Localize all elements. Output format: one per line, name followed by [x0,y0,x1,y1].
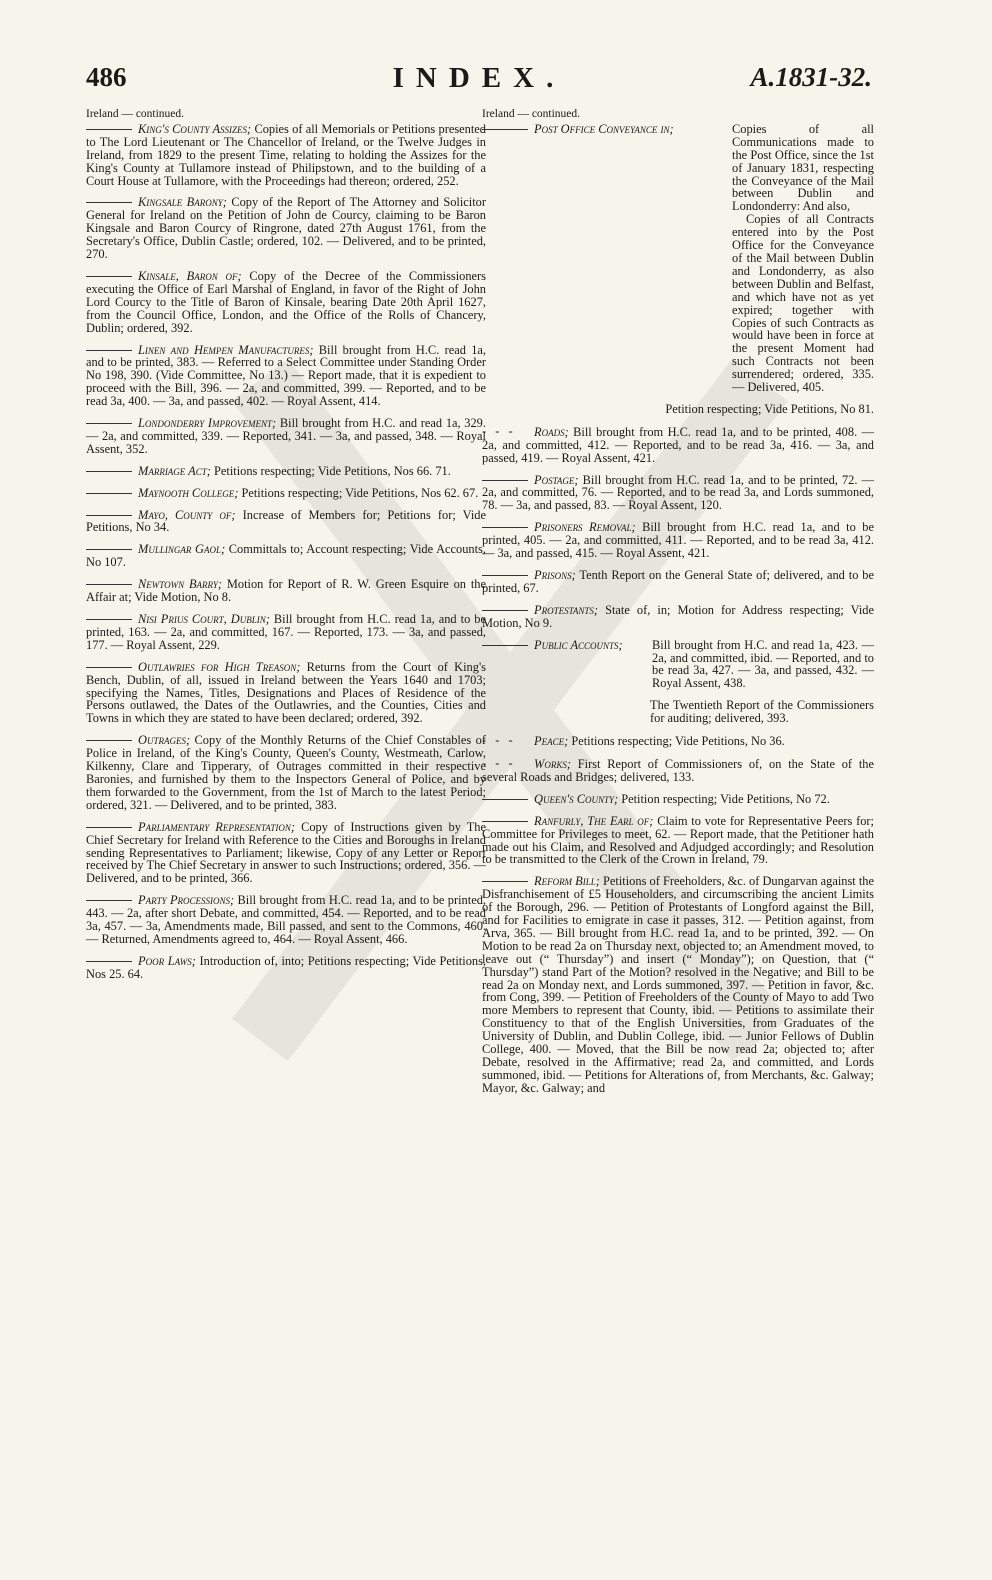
entry-text: Copy of the Decree of the Commissioners executing the Office of Earl Marshal of England, in favor of the Right of John Lord Courcy to the Title of Baron of Kinsale, bearing Date 20th April 1627, from the Council Office, London, and the Office of the Rolls of Chancery, Dublin; ordered, 392. [86,268,486,335]
entry-rule [86,471,132,472]
entry-heading: Kinsale, Baron of; [138,268,242,283]
entry-rule [482,799,528,800]
entry-text: Copies of all Memorials or Petitions presented to The Lord Lieutenant or The Chancellor of Ireland, or the Twelve Judges in Ireland, from 1829 to the present Time, relating to holding the Assizes for the King's County at Tullamore instead of Philipstown, and to the building of a Court House at Tullamore, with the Proceedings had thereon; ordered, 252. [86,121,486,188]
entry-text: Copy of Instructions given by The Chief Secretary for Ireland with Reference to the Cities and Boroughs in Ireland sending Representatives to Parliament; likewise, Copy of any Letter or Report received by The Chief Secretary in answer to such Instructions; ordered, 356. — Delivered, and to be printed, 366. [86,819,486,886]
entry-text: Bill brought from H.C. read 1a, and to be printed, 72. — 2a, and committed, 76. — Reported, and to be read 3a, and Lords summoned, 78. — 3a, and passed, 83. — Royal Assent, 120. [482,472,874,513]
entry-heading: Mayo, County of; [138,507,236,522]
right-column [482,108,874,1104]
entry-rule [86,423,132,424]
entry-dashes: - - - [482,733,516,748]
index-entry [482,569,874,595]
entry-text: Bill brought from H.C. read 1a, and to be printed, 383. — Referred to a Select Committee under Standing Order No 198, 390. (Vide Committee, No 13.) — Report made, that it is expedient to proceed with the Bill, 396. — 2a, and committed, 399. — Reported, and to be read 3a, 400. — 3a, and passed, 402. — Royal Assent, 414. [86,342,486,409]
entry-heading: King's County Assizes; [138,121,252,136]
entry-text: Petitions respecting; Vide Petitions, Nos 66. 71. [214,463,451,478]
entry-heading: Newtown Barry; [138,577,222,592]
index-entry [86,487,486,500]
entry-text: Copies of all Contracts entered into by the Post Office for the Conveyance of the Mail between Dublin and Londonderry, as also between Dublin and Belfast, and which have not as yet expired; together with Copies of such Contracts as would have been in force at the present Moment had such Contracts not been surrendered; ordered, 335. — Delivered, 405. [732,212,874,395]
page-number: 486 [86,62,127,92]
entry-rule [86,619,132,620]
index-entry [86,661,486,726]
entry-heading: Linen and Hempen Manufactures; [138,342,314,357]
index-entry [86,894,486,946]
entry-rule [86,549,132,550]
index-entry [86,344,486,409]
entry-rule [86,667,132,668]
entry-rule [482,575,528,576]
entry-text: Petitions respecting; Vide Petitions, No 36. [571,734,785,749]
entry-dashes: - - - [482,423,516,438]
entry-rule [482,129,528,130]
entry-post-office-petition [482,403,874,416]
entry-rule [86,202,132,203]
entry-rule [482,527,528,528]
page-title: INDEX. [392,62,566,94]
index-entry [86,613,486,652]
entry-rule [86,740,132,741]
entry-text: Committals to; Account respecting; Vide Accounts, No 107. [86,542,486,570]
left-continued-heading: Ireland — continued. [86,108,185,120]
entry-rule [482,480,528,481]
entry-text: Bill brought from H.C. read 1a, and to be printed, 163. — 2a, and committed, 167. — Reported, 173. — 3a, and passed, 177. — Royal Assent, 229. [86,612,486,652]
entry-rule [86,493,132,494]
right-continued-heading: Ireland — continued. [482,108,581,120]
entry-text: Copies of all Communications made to the Post Office, since the 1st of January 1831, respecting the Conveyance of the Mail between Dublin and Londonderry: And also, [732,121,874,214]
entry-post-office [482,123,874,394]
index-entry [86,955,486,981]
index-entry [482,474,874,513]
index-entry [482,875,874,1094]
entry-text: Copy of the Monthly Returns of the Chief Constables of Police in Ireland, of the King's County, Queen's County, Westmeath, Carlow, Kilkenny, Clare and Tipperary, of Outrages committed in their respective Baronies, and furnished by them to the Inspectors General of Police, and by them forwarded to the Government, from the 1st of March to the latest Period; ordered, 321. — Delivered, and to be printed, 383. [86,733,486,812]
index-entry [86,578,486,604]
entry-rule [482,645,528,646]
entry-rule [86,827,132,828]
entry-heading: Ranfurly, The Earl of; [534,813,654,828]
entry-rule [86,961,132,962]
entry-text: Introduction of, into; Petitions respecting; Vide Petitions, Nos 25. 64. [86,953,486,981]
index-entry [86,417,486,456]
entry-heading: Parliamentary Representation; [138,819,295,834]
index-entry [482,604,874,630]
page-header [86,62,872,102]
entry-heading: Prisoners Removal; [534,520,636,535]
entry-heading: Nisi Prius Court, Dublin; [138,612,270,626]
entry-text: Returns from the Court of King's Bench, Dublin, of all, issued in Ireland between the Years 1640 and 1703; specifying the Names, Titles, Designations and Places of Residence of the Persons outlawed, the Dates of the Outlawries, and the Counties, Cities and Towns in which they are stated to have been declared; ordered, 392. [86,659,487,726]
entry-heading: Party Processions; [138,893,235,908]
entry-heading: Works; [534,756,571,771]
entry-text: Tenth Report on the General State of; delivered, and to be printed, 67. [482,568,875,595]
entry-rule [86,129,132,130]
index-entry [86,543,486,569]
entry-dashes: - - - [482,755,516,770]
index-entry [86,821,486,886]
entry-rule [86,276,132,277]
entry-heading: Mullingar Gaol; [138,542,226,557]
entry-text: Bill brought from H.C. and read 1a, 329. — 2a, and committed, 339. — Reported, 341. — 3a, and passed, 348. — Royal Assent, 352. [86,416,486,456]
right-entries-2 [482,734,874,1095]
index-entry [482,734,874,748]
entry-heading: Roads; [534,424,569,439]
index-entry [482,757,874,784]
index-entry [86,465,486,478]
entry-text: Petitions respecting; Vide Petitions, Nos 62. 67. [241,485,479,500]
index-entry [482,425,874,465]
entry-text: State of, in; Motion for Address respecting; Vide Motion, No 9. [482,602,874,630]
entry-rule [482,821,528,822]
entry-text: Bill brought from H.C. and read 1a, 423. — 2a, and committed, ibid. — Reported, and to be read 3a, 427. — 3a, and passed, 432. — Royal Assent, 438. [652,637,874,691]
entry-text: Petitions of Freeholders, &c. of Dungarvan against the Disfranchisement of £5 Householders, and circumscribing the ancient Limits of the Borough, 296. — Petition of Protestants of Longford against the Bill, and for Facilities to emigrate in case it passes, 312. — Petition against, from Arva, 365. — Bill brought from H.C. read 1a, and to be printed, 392. — On Motion to be read 2a on Thursday next, objected to; an Amendment moved, to leave out (“ Thursday”) and insert (“ Monday”); on Question, that (“ Thursday”) stand Part of the Motion? resolved in the Negative; and Bill to be read 2a on Monday next, and Lords summoned, 397. — Petition in favor, &c. from Cong, 399. — Petition of Freeholders of the County of Mayo to add Two more Members to represent that County, ibid. — Petitions to assimilate their Constituency to that of the English Universities, from Graduates of the University of Dublin, and Dublin College, ibid. — Junior Fellows of Dublin College, 400. — Moved, that the Bill be now read 2a; objected to; after Debate, resolved in the Affirmative; read 2a, and committed, and Lords summoned, ibid. — Petitions for Alterations of, from Merchants, &c. Galway; Mayor, &c. Galway; and [482,874,874,1095]
entry-heading: Postage; [534,472,579,487]
entry-rule [482,881,528,882]
entry-text: Bill brought from H.C. read 1a, and to be printed, 405. — 2a, and committed, 411. — Reported, and to be read 3a, 412. — 3a, and passed, 415. — Royal Assent, 421. [482,520,874,561]
entry-heading: Maynooth College; [138,485,239,500]
left-column [86,108,486,990]
entry-heading: Poor Laws; [138,953,196,968]
entry-heading: Reform Bill; [534,874,600,889]
index-entry [86,123,486,188]
entry-heading: Londonderry Improvement; [138,416,277,431]
index-entry [86,196,486,261]
right-entries [482,425,874,630]
left-entries [86,123,486,981]
entry-rule [86,900,132,901]
entry-text: Petition respecting; Vide Petitions, No 72. [621,791,830,806]
index-entry [482,793,874,806]
entry-text: Claim to vote for Representative Peers for; Committee for Privileges to meet, 62. — Report made, that the Petitioner hath made out his Claim, and Resolved and Adjudged accordingly; and Resolution to be transmitted to the Clerk of the Crown in Ireland, 79. [482,813,874,867]
entry-heading: Public Accounts; [534,637,623,652]
index-entry [482,815,874,867]
entry-heading: Queen's County; [534,791,619,806]
entry-heading: Post Office Conveyance in; [534,121,674,136]
entry-rule [86,515,132,516]
entry-heading: Outlawries for High Treason; [138,659,301,674]
entry-heading: Marriage Act; [138,463,211,478]
entry-public-accounts-sub [482,699,874,725]
index-entry [86,270,486,335]
entry-text: The Twentieth Report of the Commissioners for auditing; delivered, 393. [650,698,874,726]
index-entry [482,521,874,560]
entry-public-accounts [482,639,874,691]
entry-heading: Kingsale Barony; [138,195,227,210]
entry-heading: Prisons; [534,568,576,582]
entry-rule [86,584,132,585]
entry-text: First Report of Commissioners of, on the State of the several Roads and Bridges; delivered, 133. [482,756,874,784]
entry-rule [86,350,132,351]
entry-text: Bill brought from H.C. read 1a, and to be printed, 443. — 2a, after short Debate, and committed, 454. — Reported, and to be read 3a, 457. — 3a, Amendments made, Bill passed, and sent to the Commons, 460. — Returned, Amendments agreed to, 464. — Royal Assent, 466. [86,893,486,946]
entry-text: Increase of Members for; Petitions for; Vide Petitions, No 34. [86,507,486,535]
index-entry [86,734,486,811]
entry-text: Petition respecting; Vide Petitions, No 81. [665,401,874,416]
entry-text: Bill brought from H.C. read 1a, and to be printed, 408. — 2a, and committed, 412. — Reported, and to be read 3a, 416. — 3a, and passed, 419. — Royal Assent, 421. [482,424,874,465]
entry-heading: Outrages; [138,733,191,748]
entry-text: Motion for Report of R. W. Green Esquire on the Affair at; Vide Motion, No 8. [86,577,486,605]
entry-rule [482,610,528,611]
index-entry [86,509,486,535]
entry-heading: Peace; [534,734,569,749]
page-year: A.1831-32. [750,62,872,92]
entry-text: Copy of the Report of The Attorney and Solicitor General for Ireland on the Petition of John de Courcy, claiming to be Baron Kingsale and Baron Courcy of Ringrone, dated 27th August 1761, from the Secretary's Office, Dublin Castle; ordered, 102. — Delivered, and to be printed, 270. [86,195,486,262]
entry-heading: Protestants; [534,602,599,617]
